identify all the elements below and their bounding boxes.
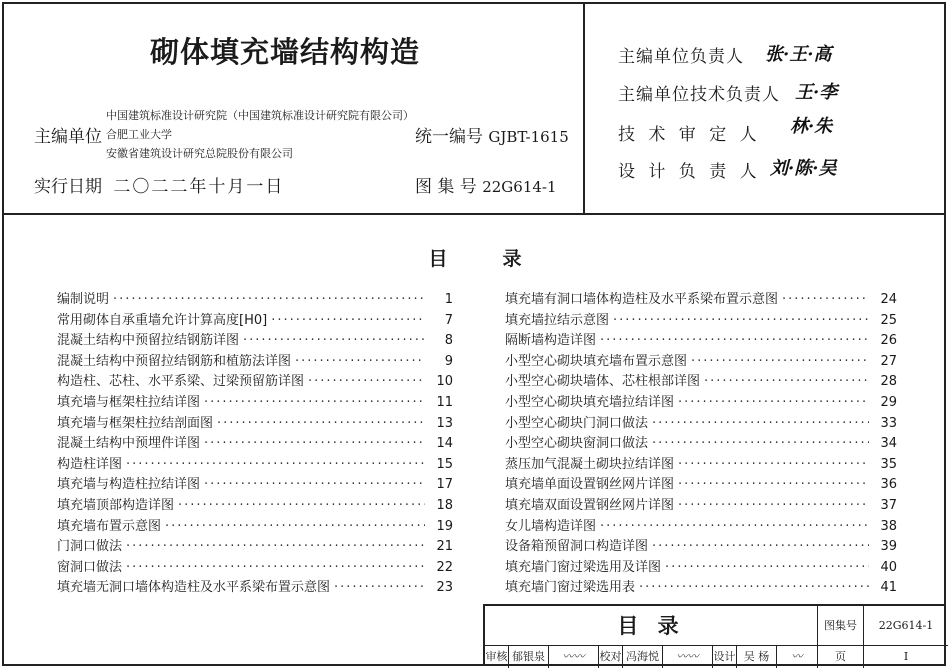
toc-leader-dots	[704, 374, 869, 389]
toc-entry-page: 9	[444, 353, 453, 369]
toc-entry[interactable]	[505, 494, 897, 514]
toc-entry[interactable]	[505, 288, 897, 308]
toc-leader-dots	[113, 292, 425, 307]
toc-entry-title: 女儿墙构造详图	[505, 518, 597, 534]
toc-leader-dots	[600, 519, 869, 534]
toc-entry-page: 23	[436, 580, 453, 596]
toc-entry-title: 构造柱详图	[57, 456, 123, 472]
editor-unit-1: 中国建筑标准设计研究院（中国建筑标准设计研究院有限公司）	[106, 109, 414, 122]
tb-design-signature: 〰	[777, 646, 818, 668]
toc-leader-dots	[678, 395, 869, 410]
toc-entry-title: 门洞口做法	[57, 539, 123, 555]
toc-entry-title: 填充墙拉结示意图	[505, 312, 610, 328]
toc-entry-page: 41	[880, 580, 897, 596]
toc-entry[interactable]	[505, 391, 897, 411]
toc-leader-dots	[665, 560, 869, 575]
toc-entry-title: 编制说明	[57, 292, 110, 307]
toc-entry-page: 34	[880, 436, 897, 452]
toc-entry-page: 35	[880, 456, 897, 472]
toc-entry-title: 设备箱预留洞口构造详图	[505, 539, 649, 555]
toc-entry[interactable]	[57, 494, 453, 514]
toc-entry[interactable]	[505, 329, 897, 349]
toc-entry-page: 19	[436, 518, 453, 534]
toc-entry-title: 混凝土结构中预留拉结钢筋详图	[57, 333, 240, 349]
toc-leader-dots	[652, 416, 869, 431]
toc-leader-dots	[678, 498, 869, 513]
toc-entry[interactable]	[505, 309, 897, 329]
toc-leader-dots	[126, 457, 425, 472]
toc-entry-page: 40	[880, 559, 897, 575]
tb-page-label: 页	[818, 646, 864, 668]
toc-entry-page: 36	[880, 477, 897, 493]
toc-entry-title: 小型空心砌块填充墙布置示意图	[505, 353, 688, 369]
toc-leader-dots	[243, 333, 425, 348]
toc-entry-title: 构造柱、芯柱、水平系梁、过梁预留筋详图	[57, 374, 305, 390]
toc-leader-dots	[217, 416, 425, 431]
tb-name-cell	[485, 606, 818, 646]
toc-entry-title: 小型空心砌块墙体、芯柱根部详图	[505, 374, 701, 390]
toc-entry-title: 蒸压加气混凝土砌块拉结详图	[505, 456, 675, 472]
toc-entry-title: 填充墙单面设置钢丝网片详图	[505, 477, 675, 493]
tb-review-signature: 〰〰	[549, 646, 599, 668]
toc-entry-page: 22	[436, 559, 453, 575]
toc-leader-dots	[204, 395, 425, 410]
editor-unit-3: 安徽省建筑设计研究总院股份有限公司	[106, 147, 293, 160]
toc-entry-page: 17	[436, 477, 453, 493]
toc-entry-page: 24	[880, 292, 897, 307]
toc-entry[interactable]	[57, 391, 453, 411]
toc-entry-page: 11	[436, 395, 453, 410]
toc-entry-title: 填充墙无洞口墙体构造柱及水平系梁布置示意图	[57, 580, 331, 596]
toc-entry-title: 填充墙门窗过梁选用表	[505, 580, 636, 596]
toc-entry[interactable]	[505, 453, 897, 473]
role-reviewer: 技 术 审 定 人	[618, 125, 761, 145]
header-vertical-divider	[583, 2, 585, 213]
toc-entry-title: 隔断墙构造详图	[505, 333, 597, 349]
editor-unit-label: 主编单位	[34, 127, 102, 147]
date-label: 实行日期	[34, 177, 102, 197]
toc-leader-dots	[782, 292, 869, 307]
toc-leader-dots	[334, 580, 425, 595]
toc-entry[interactable]	[57, 535, 453, 555]
toc-entry-page: 38	[880, 518, 897, 534]
toc-leader-dots	[126, 560, 425, 575]
role-tech-chief: 主编单位技术负责人	[618, 85, 780, 105]
toc-entry[interactable]	[57, 412, 453, 432]
toc-leader-dots	[600, 333, 869, 348]
header-divider	[2, 213, 946, 215]
tb-check-signature: 〰〰	[663, 646, 713, 668]
toc-entry[interactable]	[505, 556, 897, 576]
toc-leader-dots	[204, 477, 425, 492]
toc-entry-title: 填充墙顶部构造详图	[57, 498, 175, 513]
toc-entry-title: 填充墙与构造柱拉结详图	[57, 477, 201, 493]
toc-entry-page: 7	[444, 312, 453, 328]
toc-entry[interactable]	[57, 453, 453, 473]
toc-leader-dots	[295, 354, 425, 369]
toc-entry[interactable]	[505, 576, 897, 596]
code-label: 统一编号	[415, 127, 483, 147]
toc-entry-title: 填充墙门窗过梁选用及详图	[505, 559, 662, 575]
toc-heading: 目录	[428, 248, 577, 270]
tb-design-name: 吴 杨	[737, 646, 777, 668]
toc-entry-title: 填充墙布置示意图	[57, 518, 162, 534]
toc-entry[interactable]	[505, 515, 897, 535]
toc-leader-dots	[308, 374, 425, 389]
toc-leader-dots	[652, 436, 869, 451]
toc-entry-page: 15	[436, 456, 453, 472]
toc-entry-title: 常用砌体自承重墙允许计算高度[H0]	[57, 312, 268, 328]
toc-entry-page: 29	[880, 395, 897, 410]
tb-review-name: 郁银泉	[509, 646, 549, 668]
toc-entry[interactable]	[57, 370, 453, 390]
editor-unit-2: 合肥工业大学	[106, 128, 172, 141]
toc-leader-dots	[165, 519, 425, 534]
toc-entry[interactable]	[57, 350, 453, 370]
toc-entry-title: 填充墙有洞口墙体构造柱及水平系梁布置示意图	[505, 292, 779, 307]
tb-atlas-label: 图集号	[818, 606, 864, 646]
toc-leader-dots	[652, 539, 869, 554]
toc-entry-page: 14	[436, 436, 453, 452]
toc-entry-title: 小型空心砌块填充墙拉结详图	[505, 395, 675, 410]
signature-chief-unit: 张·王·高	[765, 44, 832, 65]
toc-entry-page: 27	[880, 353, 897, 369]
toc-entry-title: 填充墙双面设置钢丝网片详图	[505, 498, 675, 513]
toc-entry[interactable]	[57, 556, 453, 576]
toc-entry-title: 小型空心砌块门洞口做法	[505, 415, 649, 431]
toc-entry[interactable]	[57, 473, 453, 493]
toc-entry[interactable]	[57, 432, 453, 452]
document-title: 砌体填充墙结构构造	[150, 35, 421, 69]
toc-entry[interactable]	[505, 535, 897, 555]
toc-entry-title: 填充墙与框架柱拉结剖面图	[57, 415, 214, 431]
toc-leader-dots	[639, 580, 869, 595]
atlas-label: 图 集 号	[415, 177, 477, 197]
toc-leader-dots	[271, 313, 425, 328]
toc-entry-page: 39	[880, 539, 897, 555]
toc-entry-page: 18	[436, 498, 453, 513]
toc-entry-page: 33	[880, 415, 897, 431]
toc-entry-page: 1	[444, 292, 453, 307]
toc-entry[interactable]	[57, 288, 453, 308]
toc-entry-title: 混凝土结构中预留拉结钢筋和植筋法详图	[57, 353, 292, 369]
toc-entry-title: 小型空心砌块窗洞口做法	[505, 436, 649, 452]
signature-tech-chief: 王·李	[795, 82, 838, 103]
toc-leader-dots	[204, 436, 425, 451]
toc-leader-dots	[178, 498, 425, 513]
tb-check-label: 校对	[599, 646, 623, 668]
toc-entry[interactable]	[505, 412, 897, 432]
atlas-field	[415, 172, 557, 197]
atlas-value: 22G614-1	[482, 178, 557, 196]
tb-name: 目 录	[617, 614, 685, 638]
toc-entry-title: 窗洞口做法	[57, 559, 123, 575]
tb-check-name: 冯海悦	[623, 646, 663, 668]
toc-leader-dots	[678, 477, 869, 492]
toc-entry[interactable]	[505, 350, 897, 370]
toc-entry[interactable]	[57, 576, 453, 596]
toc-entry[interactable]	[505, 432, 897, 452]
toc-entry-page: 13	[436, 415, 453, 431]
toc-leader-dots	[691, 354, 869, 369]
toc-entry-page: 25	[880, 312, 897, 328]
toc-leader-dots	[126, 539, 425, 554]
signature-designer: 刘·陈·吴	[770, 158, 837, 179]
toc-leader-dots	[613, 313, 869, 328]
toc-entry[interactable]	[505, 473, 897, 493]
toc-entry[interactable]	[57, 515, 453, 535]
toc-entry[interactable]	[57, 309, 453, 329]
tb-atlas-value: 22G614-1	[864, 606, 948, 646]
date-value: 二〇二二年十月一日	[113, 177, 285, 197]
date-field	[34, 172, 284, 197]
title-block	[483, 604, 946, 666]
toc-entry[interactable]	[505, 370, 897, 390]
toc-entry-page: 37	[880, 498, 897, 513]
role-designer: 设 计 负 责 人	[618, 162, 761, 182]
toc-entry-title: 填充墙与框架柱拉结详图	[57, 395, 201, 410]
editor-units	[106, 106, 414, 163]
toc-entry-page: 26	[880, 333, 897, 349]
role-chief-unit: 主编单位负责人	[618, 47, 744, 67]
toc-entry-page: 28	[880, 374, 897, 390]
tb-design-label: 设计	[713, 646, 737, 668]
toc-leader-dots	[678, 457, 869, 472]
signature-reviewer: 林·朱	[790, 116, 833, 137]
toc-entry[interactable]	[57, 329, 453, 349]
code-field	[415, 122, 569, 147]
toc-entry-page: 10	[436, 374, 453, 390]
toc-entry-page: 8	[444, 333, 453, 349]
toc-entry-page: 21	[436, 539, 453, 555]
toc-entry-title: 混凝土结构中预埋件详图	[57, 436, 201, 452]
tb-page-value: I	[903, 650, 909, 663]
tb-review-label: 审核	[485, 646, 509, 668]
code-value: GJBT-1615	[488, 128, 569, 146]
